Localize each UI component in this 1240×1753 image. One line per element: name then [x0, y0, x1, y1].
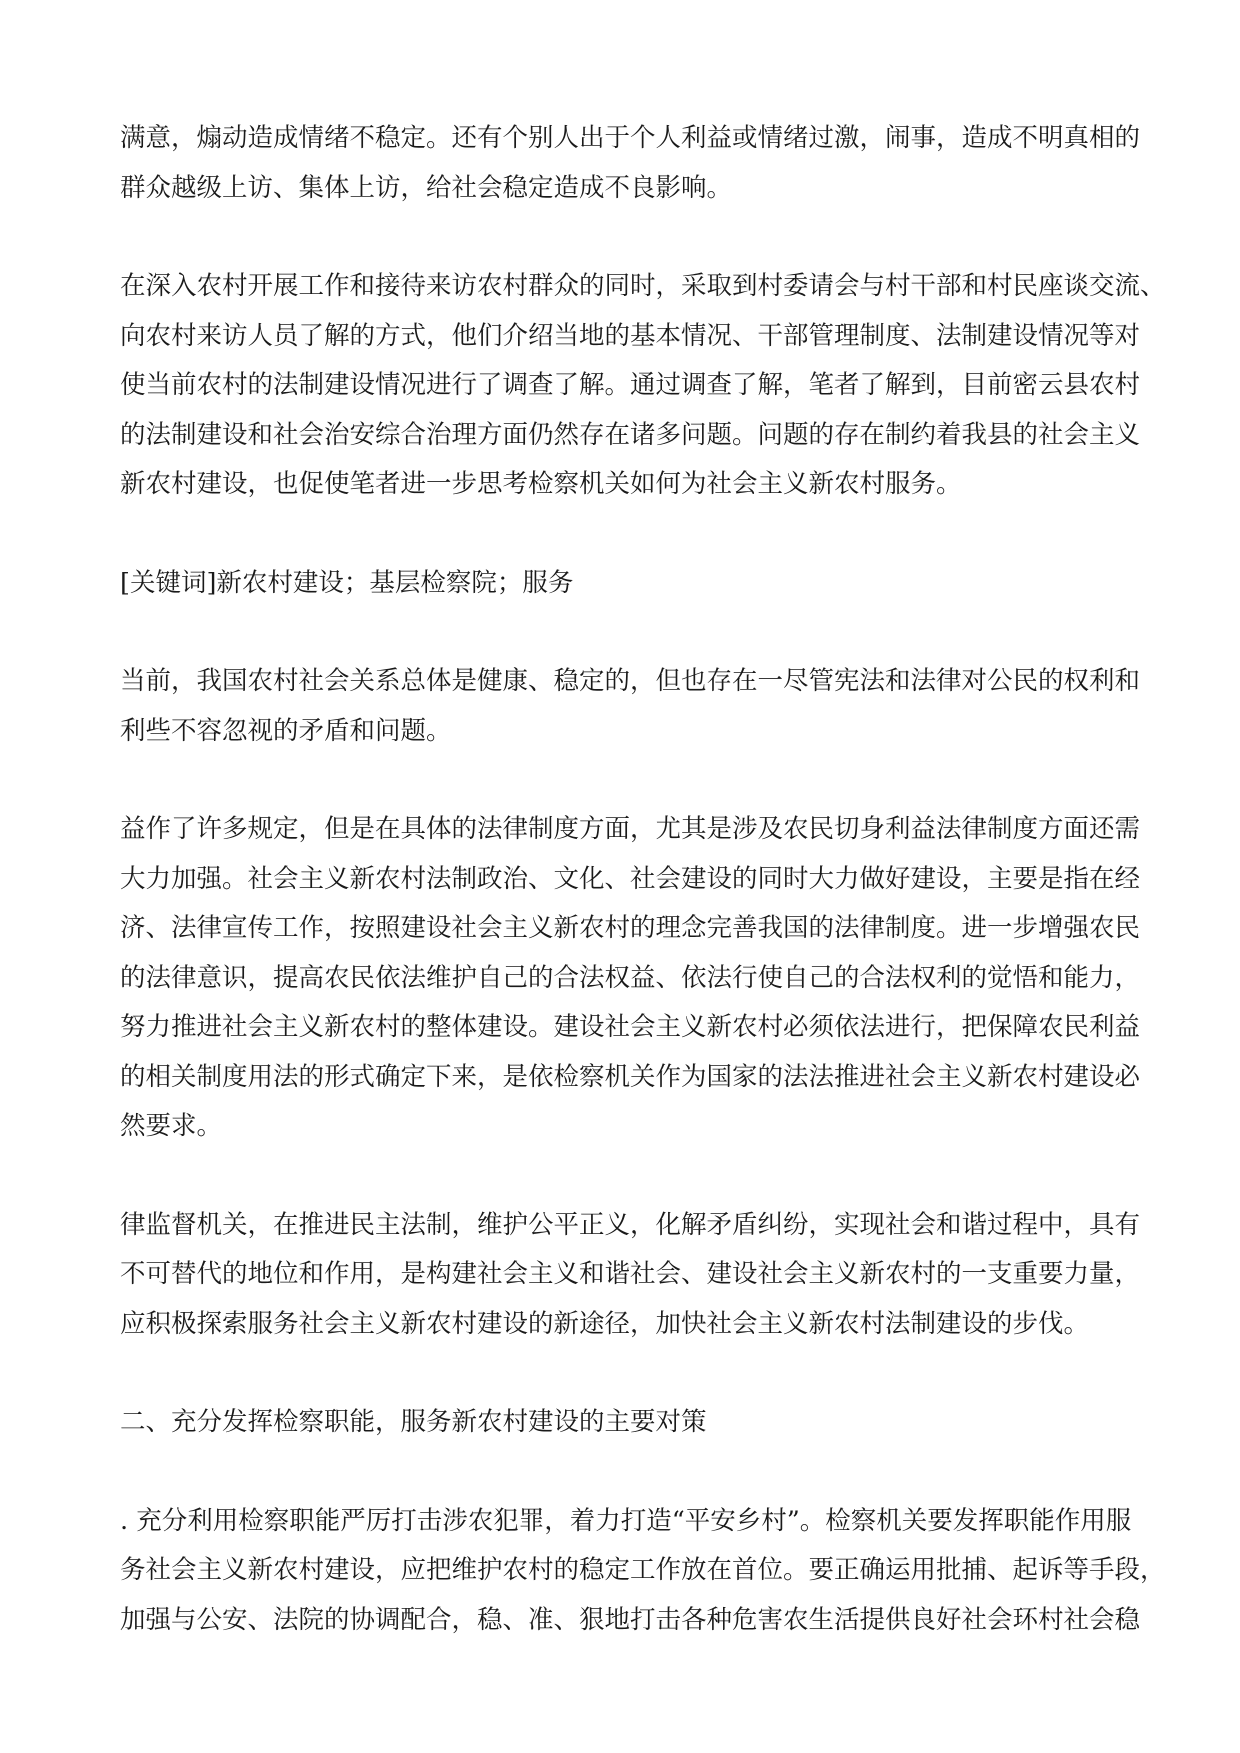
text-line: 满意，煽动造成情绪不稳定。还有个别人出于个人利益或情绪过激，闹事，造成不明真相的 — [120, 123, 1141, 153]
text-line: 新农村建设，也促使笔者进一步思考检察机关如何为社会主义新农村服务。 — [120, 469, 962, 499]
text-line: 的法律意识，提高农民依法维护自己的合法权益、依法行使自己的合法权利的觉悟和能力， — [120, 962, 1141, 993]
text-line: . 充分利用检察职能严厉打击涉农犯罪，着力打造“平安乡村”。检察机关要发挥职能作用服 — [120, 1505, 1132, 1536]
text-line: 向农村来访人员了解的方式，他们介绍当地的基本情况、干部管理制度、法制建设情况等对 — [120, 320, 1141, 351]
text-line: 努力推进社会主义新农村的整体建设。建设社会主义新农村必须依法进行，把保障农民利益 — [120, 1012, 1141, 1042]
paragraph — [120, 1398, 1124, 1448]
paragraph — [120, 805, 1141, 1152]
paragraph — [120, 1497, 1166, 1646]
text-line: 务社会主义新农村建设，应把维护农村的稳定工作放在首位。要正确运用批捕、起诉等手段， — [120, 1555, 1166, 1585]
text-line: 利些不容忽视的矛盾和问题。 — [120, 715, 452, 746]
text-line: 大力加强。社会主义新农村法制政治、文化、社会建设的同时大力做好建设，主要是指在经 — [120, 863, 1141, 894]
text-line: 使当前农村的法制建设情况进行了调查了解。通过调查了解，笔者了解到，目前密云县农村 — [120, 370, 1141, 400]
paragraph — [120, 114, 1141, 213]
text-line: 在深入农村开展工作和接待来访农村群众的同时，采取到村委请会与村干部和村民座谈交流、 — [120, 271, 1166, 301]
paragraph — [120, 1201, 1141, 1350]
text-line: 群众越级上访、集体上访，给社会稳定造成不良影响。 — [120, 172, 733, 203]
text-line: 然要求。 — [120, 1111, 223, 1141]
text-line: 当前，我国农村社会关系总体是健康、稳定的，但也存在一尽管宪法和法律对公民的权利和 — [120, 666, 1141, 696]
text-line: 加强与公安、法院的协调配合，稳、准、狠地打击各种危害农生活提供良好社会环村社会稳 — [120, 1604, 1141, 1635]
paragraph — [120, 657, 1141, 756]
paragraph-spacer — [120, 213, 1124, 262]
paragraph-spacer — [120, 1152, 1124, 1201]
paragraph-spacer — [120, 510, 1124, 559]
text-line: 二、充分发挥检察职能，服务新农村建设的主要对策 — [120, 1407, 707, 1437]
paragraph — [120, 559, 1124, 609]
paragraph-spacer — [120, 1448, 1124, 1497]
paragraph-spacer — [120, 1349, 1124, 1398]
text-line: 益作了许多规定，但是在具体的法律制度方面，尤其是涉及农民切身利益法律制度方面还需 — [120, 814, 1141, 844]
paragraph — [120, 262, 1166, 510]
text-line: 的相关制度用法的形式确定下来，是依检察机关作为国家的法法推进社会主义新农村建设必 — [120, 1061, 1141, 1092]
paragraph-spacer — [120, 608, 1124, 657]
document-body — [120, 114, 1166, 1645]
text-line: 的法制建设和社会治安综合治理方面仍然存在诸多问题。问题的存在制约着我县的社会主义 — [120, 419, 1141, 450]
text-line: 律监督机关，在推进民主法制，维护公平正义，化解矛盾纠纷，实现社会和谐过程中，具有 — [120, 1209, 1141, 1240]
text-line: 应积极探索服务社会主义新农村建设的新途径，加快社会主义新农村法制建设的步伐。 — [120, 1308, 1090, 1339]
text-line: 不可替代的地位和作用，是构建社会主义和谐社会、建设社会主义新农村的一支重要力量， — [120, 1259, 1141, 1289]
text-line: 济、法律宣传工作，按照建设社会主义新农村的理念完善我国的法律制度。进一步增强农民 — [120, 913, 1141, 943]
paragraph-spacer — [120, 756, 1124, 805]
text-line: [关键词]新农村建设；基层检察院；服务 — [120, 567, 574, 598]
